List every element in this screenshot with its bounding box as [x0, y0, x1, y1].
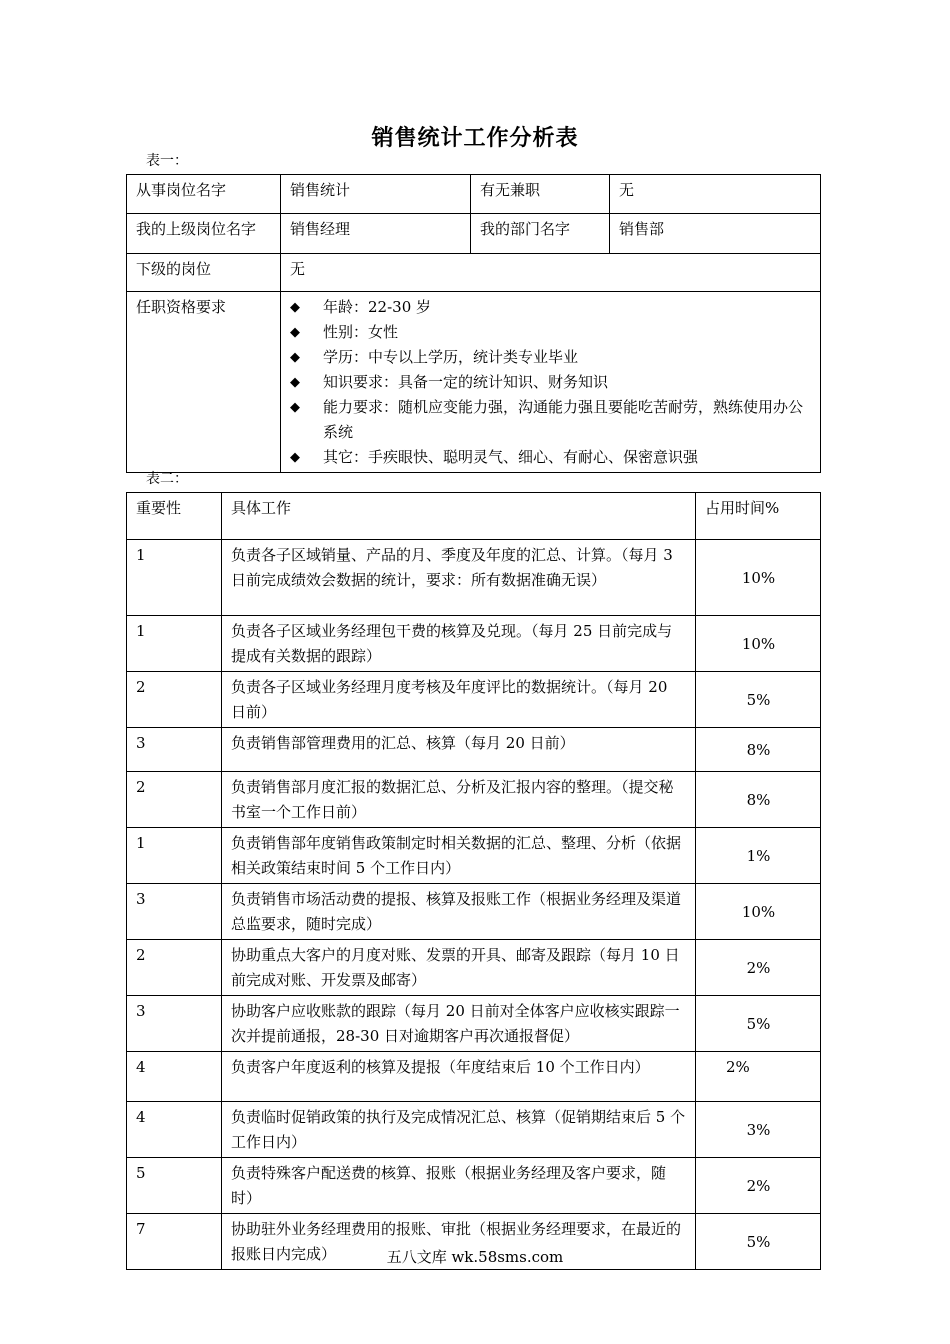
work-cell: 负责各子区域业务经理包干费的核算及兑现。（每月 25 日前完成与提成有关数据的跟踪） — [222, 616, 696, 672]
table-row — [127, 1052, 821, 1102]
table-row — [127, 728, 821, 772]
importance-cell: 2 — [127, 940, 222, 996]
diamond-bullet-icon: ◆ — [290, 450, 300, 465]
work-cell: 协助客户应收账款的跟踪（每月 20 日前对全体客户应收核实跟踪一次并提前通报，28-30 日对逾期客户再次通报督促） — [222, 996, 696, 1052]
importance-cell: 1 — [127, 828, 222, 884]
value-subordinate-position: 无 — [281, 254, 821, 292]
table-row — [127, 672, 821, 728]
work-cell: 负责销售市场活动费的提报、核算及报账工作（根据业务经理及渠道总监要求，随时完成） — [222, 884, 696, 940]
work-breakdown-table — [126, 492, 821, 1270]
table-row — [127, 254, 821, 292]
work-cell: 负责各子区域销量、产品的月、季度及年度的汇总、计算。（每月 3 日前完成绩效会数据的统计，要求：所有数据准确无误） — [222, 540, 696, 616]
diamond-bullet-icon: ◆ — [290, 350, 300, 365]
time-cell: 5% — [696, 1214, 821, 1270]
table-row — [127, 616, 821, 672]
table-row — [127, 175, 821, 214]
table-row — [127, 828, 821, 884]
table-row — [127, 772, 821, 828]
table1-caption: 表一： — [146, 153, 188, 169]
work-cell: 负责销售部管理费用的汇总、核算（每月 20 日前） — [222, 728, 696, 772]
list-item — [290, 395, 812, 445]
value-part-time: 无 — [610, 175, 821, 214]
header-importance: 重要性 — [127, 493, 222, 540]
label-part-time: 有无兼职 — [471, 175, 610, 214]
time-cell: 8% — [696, 728, 821, 772]
footer-source: 五八文库 wk.58sms.com — [386, 1248, 564, 1266]
time-cell: 1% — [696, 828, 821, 884]
importance-cell: 3 — [127, 728, 222, 772]
importance-cell: 2 — [127, 772, 222, 828]
diamond-bullet-icon: ◆ — [290, 400, 300, 415]
qualifications-cell — [281, 292, 821, 473]
label-subordinate-position: 下级的岗位 — [127, 254, 281, 292]
table-row — [127, 292, 821, 473]
list-item — [290, 445, 812, 470]
table-row — [127, 540, 821, 616]
work-cell: 负责客户年度返利的核算及提报（年度结束后 10 个工作日内） — [222, 1052, 696, 1102]
value-position-name: 销售统计 — [281, 175, 471, 214]
diamond-bullet-icon: ◆ — [290, 325, 300, 340]
importance-cell: 1 — [127, 616, 222, 672]
qualification-knowledge: 知识要求：具备一定的统计知识、财务知识 — [323, 373, 609, 391]
table-row — [127, 996, 821, 1052]
qualification-other: 其它：手疾眼快、聪明灵气、细心、有耐心、保密意识强 — [323, 448, 699, 466]
diamond-bullet-icon: ◆ — [290, 300, 300, 315]
list-item — [290, 345, 812, 370]
value-superior-position: 销售经理 — [281, 214, 471, 254]
qualification-gender: 性别：女性 — [323, 323, 399, 341]
importance-cell: 4 — [127, 1052, 222, 1102]
table-row — [127, 214, 821, 254]
time-cell: 5% — [696, 672, 821, 728]
table-row — [127, 940, 821, 996]
work-cell: 协助驻外业务经理费用的报账、审批（根据业务经理要求，在最近的报账日内完成） — [222, 1214, 696, 1270]
job-info-table — [126, 174, 821, 473]
document-title: 销售统计工作分析表 — [371, 126, 579, 151]
work-cell: 负责特殊客户配送费的核算、报账（根据业务经理及客户要求，随时） — [222, 1158, 696, 1214]
importance-cell: 3 — [127, 884, 222, 940]
importance-cell: 7 — [127, 1214, 222, 1270]
table-row — [127, 884, 821, 940]
header-work: 具体工作 — [222, 493, 696, 540]
table-header-row — [127, 493, 821, 540]
diamond-bullet-icon: ◆ — [290, 375, 300, 390]
importance-cell: 1 — [127, 540, 222, 616]
time-cell: 10% — [696, 616, 821, 672]
time-cell: 2% — [696, 940, 821, 996]
label-qualifications: 任职资格要求 — [127, 292, 281, 473]
header-time: 占用时间% — [696, 493, 821, 540]
table-row — [127, 1158, 821, 1214]
time-cell: 2% — [696, 1052, 821, 1102]
table2-caption: 表二： — [146, 471, 188, 487]
importance-cell: 5 — [127, 1158, 222, 1214]
work-cell: 负责各子区域业务经理月度考核及年度评比的数据统计。（每月 20 日前） — [222, 672, 696, 728]
table-row — [127, 1102, 821, 1158]
list-item — [290, 320, 812, 345]
work-cell: 负责销售部月度汇报的数据汇总、分析及汇报内容的整理。（提交秘书室一个工作日前） — [222, 772, 696, 828]
qualification-age: 年龄：22-30 岁 — [323, 298, 432, 316]
work-cell: 负责临时促销政策的执行及完成情况汇总、核算（促销期结束后 5 个工作日内） — [222, 1102, 696, 1158]
qualifications-list — [290, 295, 812, 470]
label-position-name: 从事岗位名字 — [127, 175, 281, 214]
work-cell: 协助重点大客户的月度对账、发票的开具、邮寄及跟踪（每月 10 日前完成对账、开发票及邮寄） — [222, 940, 696, 996]
time-cell: 8% — [696, 772, 821, 828]
qualification-education: 学历：中专以上学历，统计类专业毕业 — [323, 348, 579, 366]
qualification-ability: 能力要求：随机应变能力强，沟通能力强且要能吃苦耐劳，熟练使用办公系统 — [323, 398, 804, 441]
importance-cell: 4 — [127, 1102, 222, 1158]
time-cell: 10% — [696, 540, 821, 616]
label-superior-position: 我的上级岗位名字 — [127, 214, 281, 254]
importance-cell: 2 — [127, 672, 222, 728]
importance-cell: 3 — [127, 996, 222, 1052]
time-cell: 10% — [696, 884, 821, 940]
list-item — [290, 295, 812, 320]
time-cell: 5% — [696, 996, 821, 1052]
list-item — [290, 370, 812, 395]
time-cell: 2% — [696, 1158, 821, 1214]
work-cell: 负责销售部年度销售政策制定时相关数据的汇总、整理、分析（依据相关政策结束时间 5 个工作日内） — [222, 828, 696, 884]
value-department: 销售部 — [610, 214, 821, 254]
label-department: 我的部门名字 — [471, 214, 610, 254]
time-cell: 3% — [696, 1102, 821, 1158]
